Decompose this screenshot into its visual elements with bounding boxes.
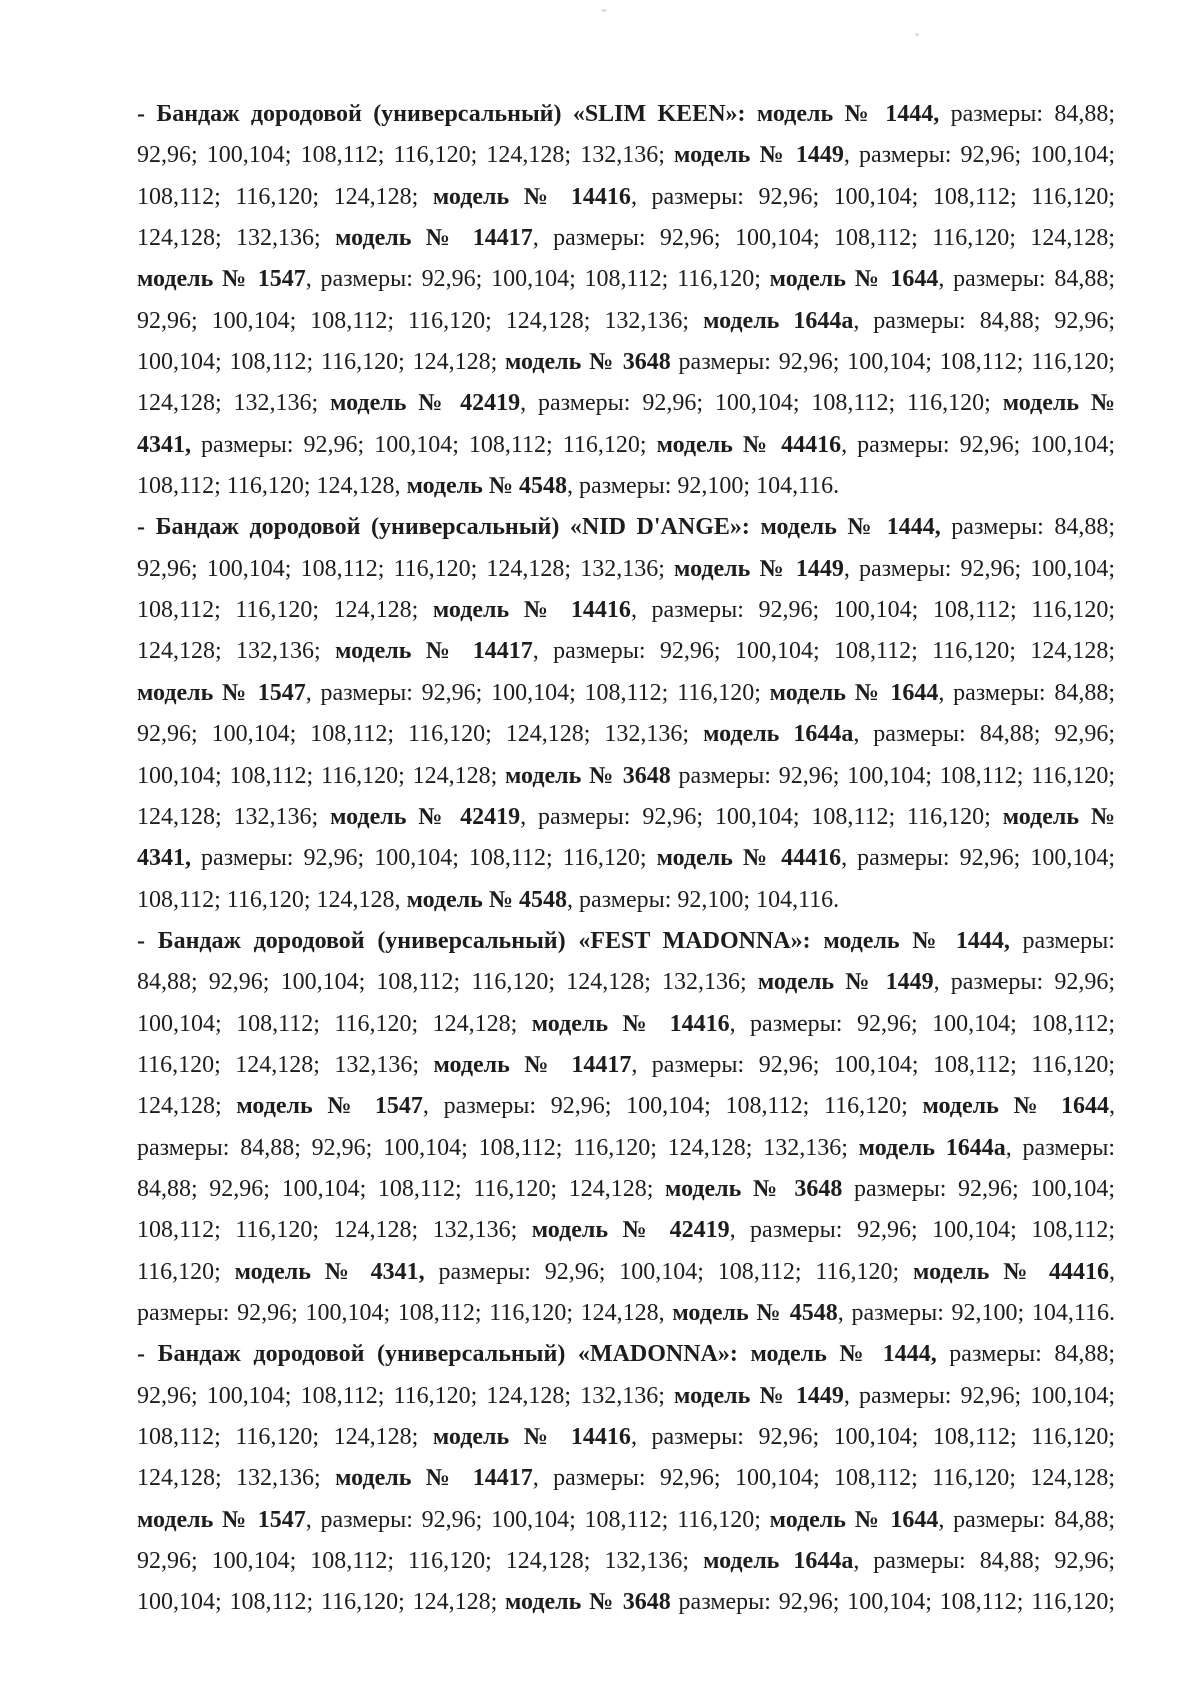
text-run: , размеры: 92,96; 100,104; 108,112; 116,120; [631, 1051, 1115, 1078]
text-run: , [1109, 1093, 1115, 1120]
model-number-run: модель № 42419 [330, 390, 521, 417]
text-run: , размеры: 92,100; 104,116. [837, 1299, 1115, 1326]
text-run: , размеры: 84,88; [938, 1506, 1116, 1533]
text-line [137, 1500, 1115, 1541]
text-run: 92,96; 100,104; 108,112; 116,120; 124,128; 132,136; [137, 1382, 675, 1409]
text-run: , размеры: 92,96; 100,104; [841, 431, 1115, 458]
text-run: размеры: [1009, 927, 1115, 954]
text-line [137, 1293, 1115, 1334]
text-run: 100,104; 108,112; 116,120; 124,128; [137, 1010, 532, 1037]
text-run: 124,128; 132,136; [137, 638, 336, 665]
text-line [137, 1169, 1115, 1210]
text-line [137, 590, 1115, 631]
text-run: , размеры: 92,96; 100,104; 108,112; 116,120; [520, 390, 1003, 417]
text-run: , размеры: 92,96; 100,104; 108,112; 116,120; 124,128; [532, 638, 1116, 665]
document-text-block [137, 94, 1115, 1624]
text-run: 108,112; 116,120; 124,128; [137, 183, 433, 210]
text-run: , [1109, 1258, 1116, 1285]
text-run: 92,96; 100,104; 108,112; 116,120; 124,128; 132,136; [137, 1548, 704, 1575]
text-run: 124,128; 132,136; [137, 1465, 336, 1492]
model-number-run: модель № 1547 [137, 266, 306, 293]
text-run: размеры: 92,96; 100,104; 108,112; 116,120; 124,128, [137, 1299, 673, 1326]
text-run: , размеры: 92,96; 100,104; 108,112; 116,120; [630, 597, 1115, 624]
text-run: , размеры: 92,96; 100,104; 108,112; 116,120; [520, 803, 1003, 830]
model-number-run: модель № 14417 [335, 1465, 533, 1492]
text-run: 84,88; 92,96; 100,104; 108,112; 116,120; 124,128; [137, 1175, 666, 1202]
text-line [137, 1128, 1115, 1169]
text-run: , размеры: 92,96; 100,104; 108,112; 116,120; [630, 1424, 1115, 1450]
model-number-run: модель № 1644 [769, 679, 939, 706]
model-number-run: модель № 44416 [656, 845, 842, 872]
model-number-run: модель № 1449 [674, 555, 844, 582]
text-run: 116,120; 124,128; 132,136; [137, 1051, 434, 1078]
model-number-run: модель № 3648 [505, 762, 671, 789]
model-number-run: модель № 14417 [335, 638, 533, 665]
text-run: размеры: 92,96; 100,104; 108,112; 116,120; [670, 762, 1115, 789]
text-run: , размеры: 92,96; 100,104; [843, 555, 1116, 582]
text-line [137, 218, 1115, 259]
model-number-run: модель № 4548 [406, 473, 567, 500]
model-number-run: модель № 14417 [335, 225, 533, 252]
text-run: , размеры: 92,96; 100,104; 108,112; 116,120; 124,128; [532, 225, 1116, 252]
text-line [137, 1582, 1115, 1623]
text-line [137, 880, 1115, 921]
text-run: 100,104; 108,112; 116,120; 124,128; [137, 762, 506, 789]
text-line [137, 1458, 1115, 1499]
text-line [137, 797, 1115, 838]
model-number-run: модель № 1449 [674, 142, 844, 169]
scan-speck [601, 9, 607, 12]
text-run: , размеры: 92,96; 100,104; 108,112; [729, 1217, 1115, 1244]
text-line [137, 1045, 1115, 1086]
model-number-run: модель № 14416 [432, 183, 631, 210]
model-number-run: модель 1644a [858, 1134, 1006, 1161]
text-line [137, 177, 1115, 218]
text-line [137, 466, 1115, 507]
text-run: , размеры: 92,100; 104,116. [566, 473, 840, 500]
text-run: размеры: 92,96; 100,104; 108,112; 116,120; [191, 431, 657, 458]
model-number-run: модель № 1449 [674, 1382, 844, 1409]
text-run: , размеры: 84,88; [938, 679, 1116, 706]
text-line [137, 921, 1115, 962]
text-run: 92,96; 100,104; 108,112; 116,120; 124,128; 132,136; [137, 142, 675, 169]
paragraph-fest-madonna [137, 921, 1115, 1334]
text-line [137, 301, 1115, 342]
text-run: , размеры: 92,96; 100,104; 108,112; 116,120; [305, 679, 770, 706]
text-line [137, 259, 1115, 300]
text-run: 92,96; 100,104; 108,112; 116,120; 124,128; 132,136; [137, 307, 704, 334]
text-run: 124,128; [137, 1093, 237, 1120]
model-number-run: модель № 1547 [137, 679, 306, 706]
text-run: 108,112; 116,120; 124,128, [137, 473, 407, 500]
model-number-run: модель № 14417 [433, 1051, 632, 1078]
text-line [137, 383, 1115, 424]
model-number-run: модель № 4548 [406, 886, 567, 913]
text-line [137, 1376, 1115, 1417]
text-line [137, 135, 1115, 176]
model-number-run: модель № 3648 [505, 349, 671, 376]
model-number-run: модель № 44416 [656, 431, 842, 458]
text-run: размеры: 84,88; [940, 514, 1116, 541]
text-run: 92,96; 100,104; 108,112; 116,120; 124,128; 132,136; [137, 555, 675, 582]
model-number-run: модель № 1644 [769, 266, 939, 293]
model-number-run: модель № 14416 [531, 1010, 730, 1037]
text-line [137, 549, 1115, 590]
text-line [137, 1210, 1115, 1251]
model-number-run: модель № [1002, 803, 1116, 830]
model-number-run: модель № 14416 [432, 597, 631, 624]
text-run: , размеры: 92,96; 100,104; 108,112; 116,120; 124,128; [532, 1465, 1116, 1492]
text-run: 108,112; 116,120; 124,128; 132,136; [137, 1217, 532, 1244]
text-run: , размеры: 92,100; 104,116. [566, 886, 840, 913]
text-line [137, 1417, 1115, 1458]
text-run: 116,120; [137, 1258, 235, 1285]
text-run: 108,112; 116,120; 124,128, [137, 886, 407, 913]
model-number-run: модель № 4341, [234, 1258, 425, 1285]
text-run: 100,104; 108,112; 116,120; 124,128; [137, 349, 506, 376]
model-number-run: модель № 1547 [236, 1093, 423, 1120]
model-number-run: 4341, [137, 431, 191, 458]
model-number-run: модель № 42419 [531, 1217, 730, 1244]
text-run: , размеры: 84,88; 92,96; [853, 307, 1116, 334]
text-run: , размеры: 84,88; [938, 266, 1116, 293]
text-run: 124,128; 132,136; [137, 803, 331, 830]
text-run: размеры: 84,88; [939, 101, 1116, 127]
text-line [137, 94, 1115, 135]
model-number-run: 4341, [137, 845, 191, 872]
model-number-run: модель 1644a [703, 1548, 854, 1575]
model-number-run: - Бандаж дородовой (универсальный) «NID D'ANGE»: модель № 1444, [137, 514, 941, 541]
model-number-run: модель № 4548 [672, 1299, 838, 1326]
model-number-run: модель № 42419 [330, 803, 521, 830]
text-run: размеры: 92,96; 100,104; [842, 1175, 1116, 1202]
text-run: , размеры: 92,96; 100,104; [843, 142, 1116, 169]
paragraph-nid-dange [137, 507, 1115, 920]
text-run: размеры: 84,88; 92,96; 100,104; 108,112; 116,120; 124,128; 132,136; [137, 1134, 859, 1161]
text-run: , размеры: 84,88; 92,96; [853, 1548, 1116, 1575]
text-line [137, 425, 1115, 466]
text-run: размеры: 92,96; 100,104; 108,112; 116,120; [424, 1258, 914, 1285]
scan-speck [915, 33, 919, 36]
paragraph-madonna [137, 1334, 1115, 1623]
text-run: , размеры: 92,96; 100,104; 108,112; 116,120; [630, 183, 1115, 210]
text-run: 124,128; 132,136; [137, 390, 331, 417]
text-run: размеры: 92,96; 100,104; 108,112; 116,120; [191, 845, 657, 872]
model-number-run: модель № 3648 [665, 1175, 843, 1202]
text-run: , размеры: 92,96; 100,104; 108,112; 116,120; [422, 1093, 923, 1120]
text-run: , размеры: 92,96; 100,104; [841, 845, 1115, 872]
model-number-run: - Бандаж дородовой (универсальный) «FEST MADONNA»: модель № 1444, [137, 927, 1010, 954]
model-number-run: - Бандаж дородовой (универсальный) «MADONNA»: модель № 1444, [137, 1341, 937, 1368]
text-run: , размеры: 92,96; [933, 969, 1115, 996]
model-number-run: модель № 1644 [769, 1506, 939, 1533]
model-number-run: модель 1644a [703, 721, 854, 748]
model-number-run: модель 1644а [703, 307, 854, 334]
text-run: размеры: 92,96; 100,104; 108,112; 116,120; [670, 349, 1115, 376]
model-number-run: модель № 14416 [432, 1424, 631, 1450]
text-run: 124,128; 132,136; [137, 225, 336, 252]
text-line [137, 714, 1115, 755]
text-run: , размеры: 92,96; 100,104; [843, 1382, 1116, 1409]
text-run: 108,112; 116,120; 124,128; [137, 1424, 433, 1450]
text-run: 92,96; 100,104; 108,112; 116,120; 124,128; 132,136; [137, 721, 704, 748]
text-line [137, 1086, 1115, 1127]
model-number-run: - Бандаж дородовой (универсальный) «SLIM KEEN»: модель № 1444, [137, 101, 940, 127]
text-run: , размеры: 92,96; 100,104; 108,112; 116,120; [305, 1506, 770, 1533]
text-line [137, 1004, 1115, 1045]
text-run: 100,104; 108,112; 116,120; 124,128; [137, 1589, 506, 1616]
text-line [137, 1541, 1115, 1582]
model-number-run: модель № 1547 [137, 1506, 306, 1533]
text-run: , размеры: [1005, 1134, 1115, 1161]
text-run: размеры: 92,96; 100,104; 108,112; 116,120; [670, 1589, 1115, 1616]
text-run: , размеры: 92,96; 100,104; 108,112; 116,120; [305, 266, 770, 293]
text-line [137, 631, 1115, 672]
text-run: размеры: 84,88; [936, 1341, 1115, 1368]
model-number-run: модель № 1449 [757, 969, 934, 996]
model-number-run: модель № 1644 [922, 1093, 1109, 1120]
text-run: 84,88; 92,96; 100,104; 108,112; 116,120; 124,128; 132,136; [137, 969, 758, 996]
text-line [137, 1334, 1115, 1375]
text-line [137, 962, 1115, 1003]
text-line [137, 342, 1115, 383]
model-number-run: модель № 44416 [913, 1258, 1110, 1285]
text-line [137, 673, 1115, 714]
text-run: 108,112; 116,120; 124,128; [137, 597, 433, 624]
text-run: , размеры: 84,88; 92,96; [853, 721, 1116, 748]
text-line [137, 1252, 1115, 1293]
text-line [137, 756, 1115, 797]
text-run: , размеры: 92,96; 100,104; 108,112; [729, 1010, 1115, 1037]
model-number-run: модель № [1002, 390, 1116, 417]
text-line [137, 507, 1115, 548]
model-number-run: модель № 3648 [505, 1589, 671, 1616]
text-line [137, 838, 1115, 879]
paragraph-slim-keen [137, 94, 1115, 507]
